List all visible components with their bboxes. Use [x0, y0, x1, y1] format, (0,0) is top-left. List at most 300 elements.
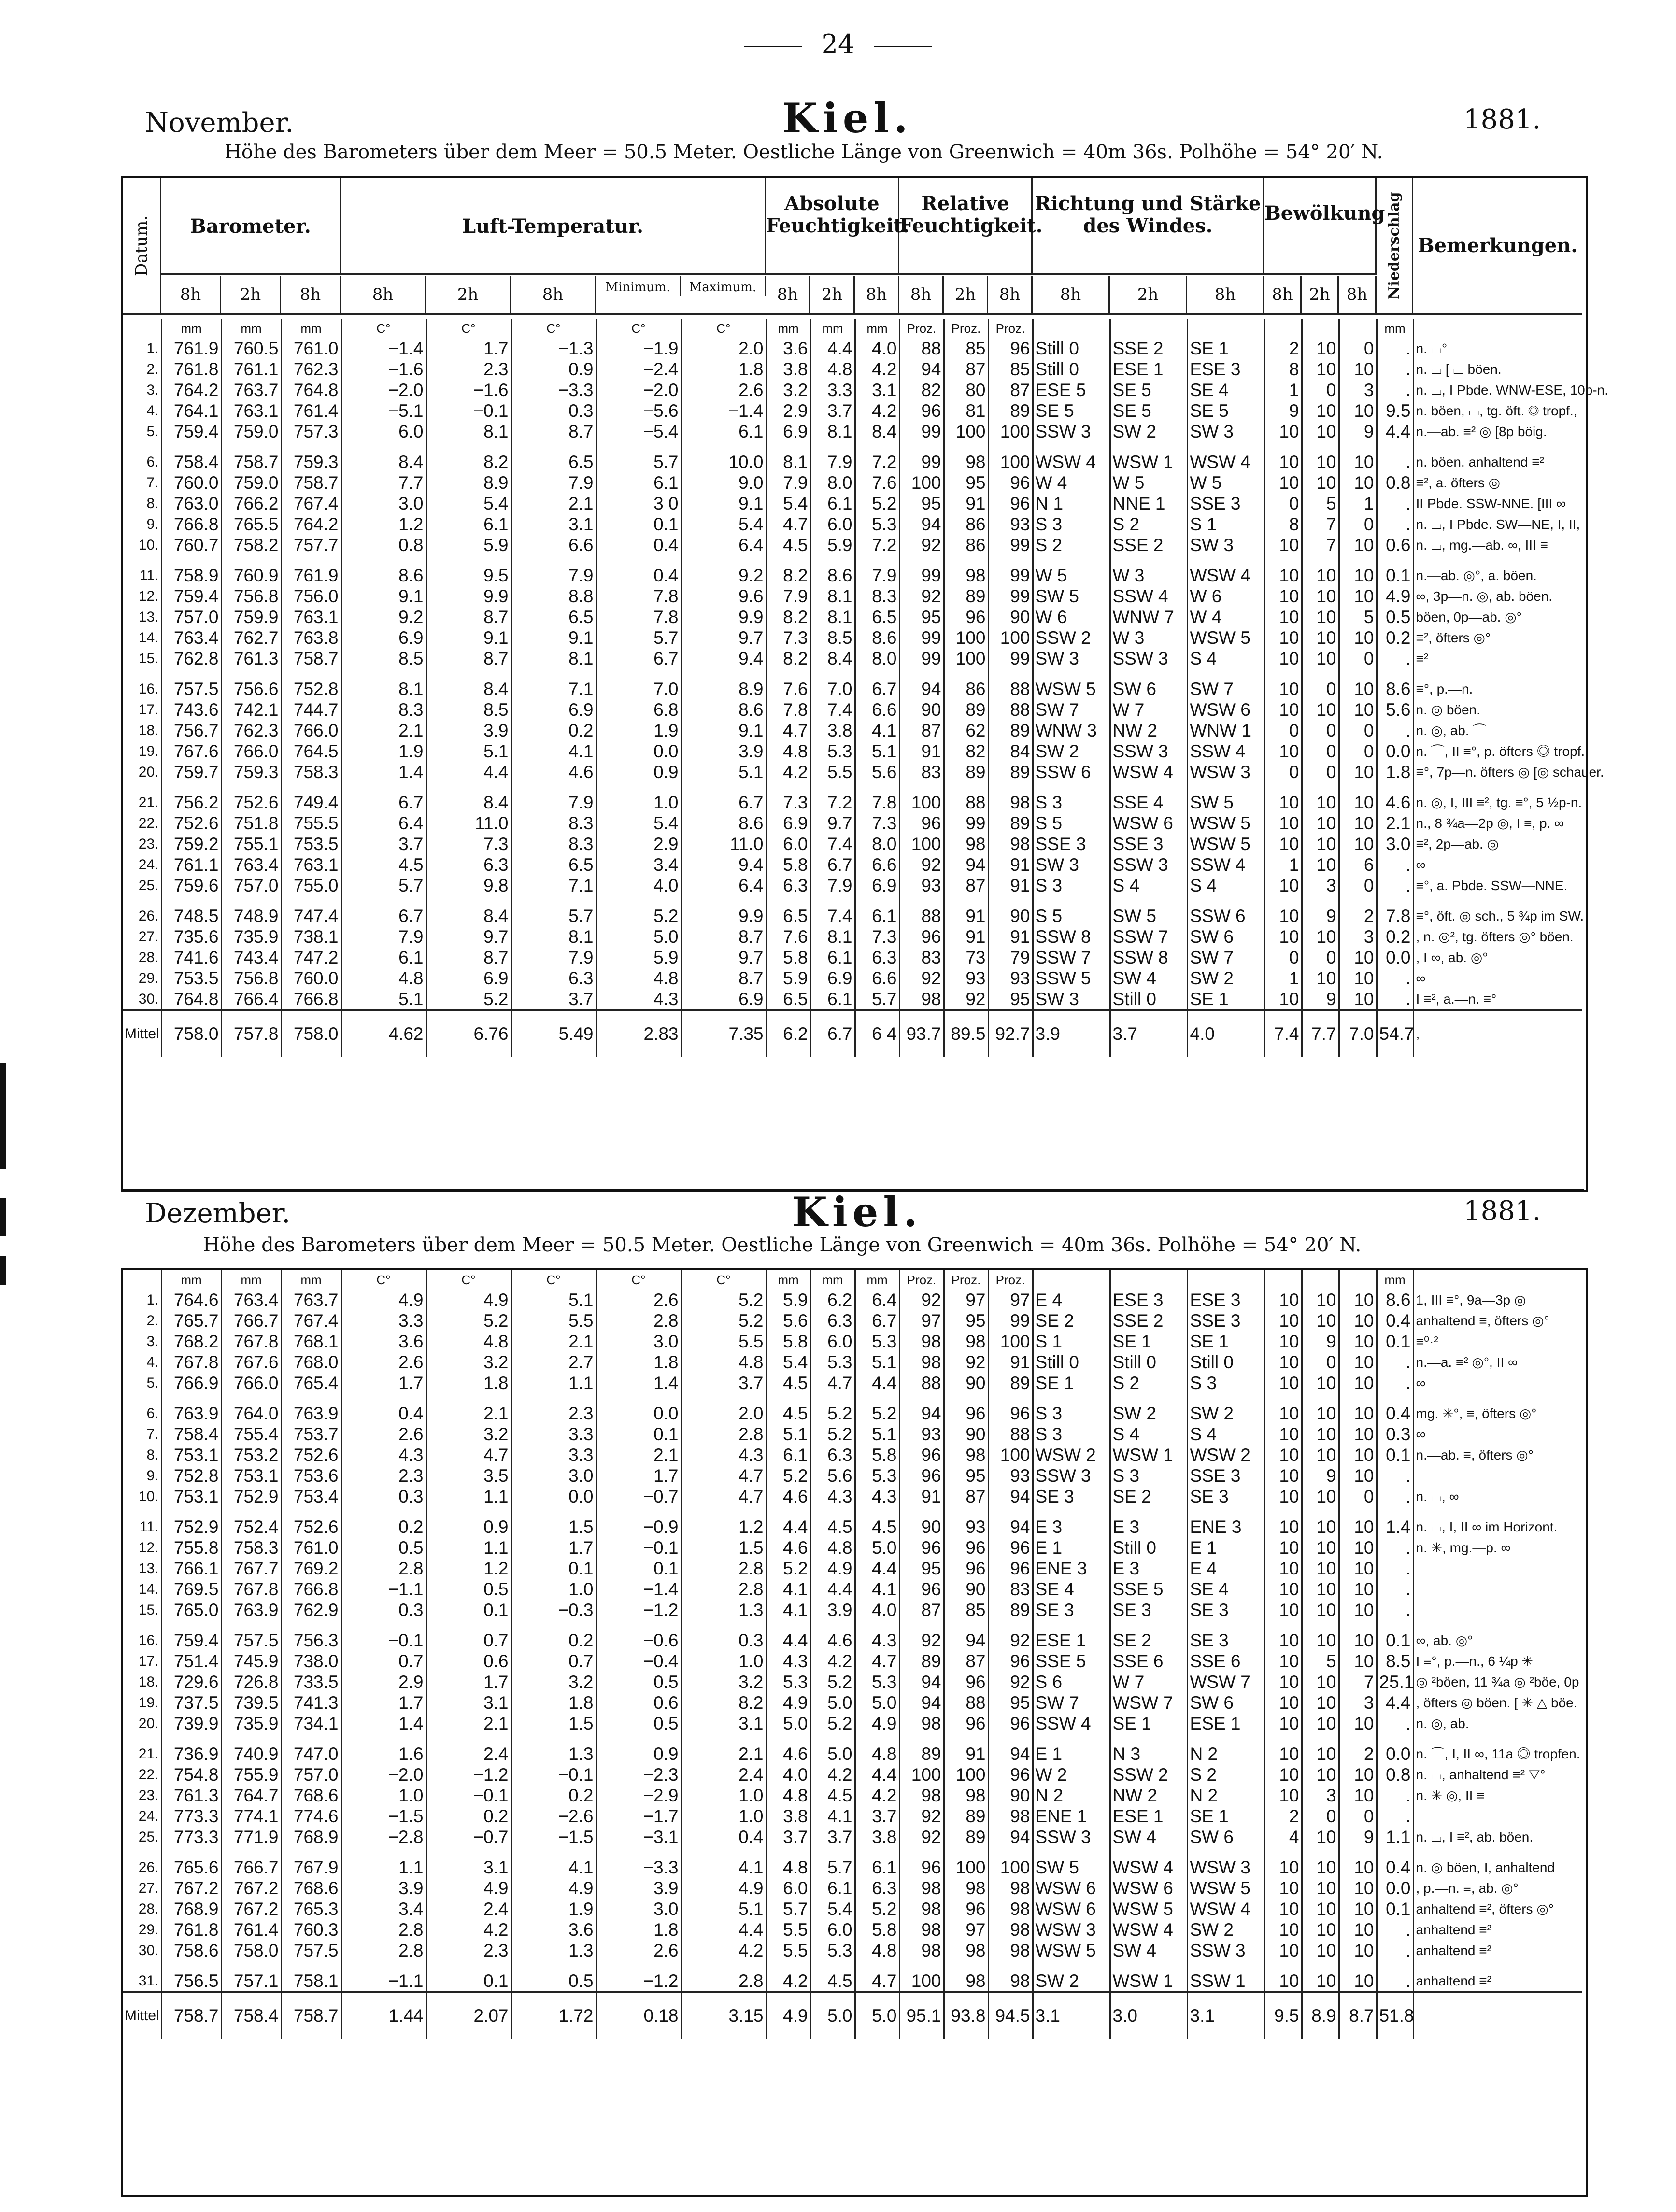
abs-hum-8h-cell: 3.8	[766, 359, 810, 380]
day-cell: 28.	[138, 1901, 159, 1917]
rel-hum-8h-evening-cell: 91	[988, 854, 1033, 875]
abs-hum-8h-evening-cell: 4.8	[855, 1940, 899, 1961]
abs-hum-8h-cell: 7.6	[766, 926, 810, 947]
wind-8h-evening-cell: Still 0	[1187, 1352, 1264, 1373]
precipitation-cell: .	[1377, 1373, 1413, 1393]
temp-8h-evening-cell: 2.3	[511, 1403, 596, 1424]
day-cell: 24.	[138, 1808, 159, 1824]
wind-2h-cell: SE 5	[1110, 400, 1187, 421]
rel-hum-8h-evening-mean-cell: 92.7	[988, 1010, 1033, 1058]
abs-hum-8h-evening-cell: 4.2	[855, 1785, 899, 1806]
wind-8h-evening-cell: WNW 1	[1187, 720, 1264, 741]
day-cell: 11.	[140, 567, 159, 583]
temp-min-cell: −1.4	[596, 1579, 681, 1600]
abs-hum-2h-cell: 9.7	[810, 813, 855, 834]
day-cell: 14.	[138, 630, 159, 646]
table-row	[123, 1579, 1582, 1600]
abs-hum-2h-cell: 5.2	[810, 1403, 855, 1424]
baro-2h-cell: 758.0	[221, 1940, 281, 1961]
abs-hum-8h-evening-cell: 4.4	[855, 1558, 899, 1579]
abs-hum-8h-evening-cell: 5.2	[855, 1899, 899, 1919]
temp-2h-cell: 3.9	[426, 720, 511, 741]
rel-hum-2h-cell: 95	[944, 1310, 988, 1331]
baro-8h-cell: 768.9	[161, 1899, 221, 1919]
cloud-8h-cell: 10	[1264, 792, 1302, 813]
baro-2h-cell: 748.9	[221, 906, 281, 926]
wind-2h-cell: SW 4	[1110, 1940, 1187, 1961]
temp-8h-cell: 2.3	[341, 1465, 426, 1486]
baro-8h-cell: 767.6	[161, 741, 221, 762]
temp-8h-evening-cell: 7.9	[511, 792, 596, 813]
cloud-8h-evening-cell: 10	[1339, 1558, 1377, 1579]
baro-2h-cell: 735.9	[221, 1713, 281, 1734]
mean-row	[123, 1992, 1582, 2040]
rel-hum-2h-cell: 98	[944, 452, 988, 472]
cloud-2h-cell: 10	[1302, 1310, 1339, 1331]
wind-8h-evening-cell: SE 3	[1187, 1630, 1264, 1651]
day-cell: 3.	[146, 382, 159, 398]
abs-hum-8h-cell: 6.0	[766, 834, 810, 854]
wind-8h-cell: S 5	[1033, 813, 1110, 834]
header-wind: Richtung und Stärke des Windes.	[1033, 178, 1264, 275]
temp-8h-evening-cell: 1.0	[511, 1579, 596, 1600]
wind-8h-evening-cell: SSW 1	[1187, 1971, 1264, 1992]
mean-row	[123, 1010, 1582, 1058]
cloud-8h-cell: 10	[1264, 1651, 1302, 1672]
baro-8h-cell: 767.8	[161, 1352, 221, 1373]
temp-max-cell: 6.9	[681, 989, 766, 1010]
rel-hum-8h-evening-mean-cell: 94.5	[988, 1992, 1033, 2040]
abs-hum-2h-cell: 8.1	[810, 607, 855, 627]
baro-2h-cell: 742.1	[221, 699, 281, 720]
abs-hum-8h-evening-cell: 6.1	[855, 1857, 899, 1878]
baro-8h-cell: 761.3	[161, 1785, 221, 1806]
cloud-8h-evening-cell: 10	[1339, 1445, 1377, 1465]
baro-8h-evening-cell: 762.9	[281, 1600, 341, 1620]
baro-2h-cell: 774.1	[221, 1806, 281, 1827]
scan-edge-mark	[0, 1256, 6, 1285]
wind-2h-cell: SSE 2	[1110, 338, 1187, 359]
day-cell: 6.	[146, 454, 159, 470]
units-cell	[1033, 319, 1110, 338]
wind-8h-evening-cell: SE 3	[1187, 1600, 1264, 1620]
wind-2h-cell: SSE 3	[1110, 834, 1187, 854]
abs-hum-2h-cell: 4.4	[810, 1579, 855, 1600]
table-row	[123, 359, 1582, 380]
wind-2h-cell: SSW 2	[1110, 1764, 1187, 1785]
row-gap	[123, 442, 1582, 452]
rel-hum-2h-cell: 81	[944, 400, 988, 421]
wind-8h-evening-cell: WSW 7	[1187, 1672, 1264, 1692]
cloud-2h-cell: 10	[1302, 1692, 1339, 1713]
wind-8h-evening-cell: SE 3	[1187, 1486, 1264, 1507]
temp-max-cell: 4.3	[681, 1445, 766, 1465]
temp-8h-evening-cell: 1.3	[511, 1744, 596, 1764]
day-cell: 16.	[138, 681, 159, 697]
cloud-8h-cell: 10	[1264, 1857, 1302, 1878]
wind-2h-cell: S 4	[1110, 1424, 1187, 1445]
cloud-8h-evening-cell: 10	[1339, 472, 1377, 493]
abs-hum-2h-cell: 3.9	[810, 1600, 855, 1620]
rel-hum-2h-cell: 91	[944, 1744, 988, 1764]
temp-min-cell: 2.8	[596, 1310, 681, 1331]
rel-hum-8h-cell: 83	[899, 947, 944, 968]
wind-8h-evening-cell: WSW 4	[1187, 565, 1264, 586]
rel-hum-8h-evening-cell: 98	[988, 1899, 1033, 1919]
rel-hum-8h-evening-cell: 98	[988, 1971, 1033, 1992]
wind-2h-cell: S 2	[1110, 514, 1187, 535]
baro-8h-cell: 757.0	[161, 607, 221, 627]
rel-hum-2h-cell: 100	[944, 627, 988, 648]
abs-hum-8h-cell: 3.6	[766, 338, 810, 359]
temp-min-cell: −1.9	[596, 338, 681, 359]
units-row	[123, 1270, 1582, 1290]
precipitation-cell: 0.4	[1377, 1857, 1413, 1878]
wind-8h-evening-cell: SW 2	[1187, 1403, 1264, 1424]
wind-8h-evening-cell: WSW 5	[1187, 834, 1264, 854]
wind-8h-evening-cell: SW 2	[1187, 968, 1264, 989]
baro-8h-cell: 751.4	[161, 1651, 221, 1672]
remarks-cell: n. ✳ ◎, II ≡	[1413, 1785, 1582, 1806]
baro-8h-cell: 763.0	[161, 493, 221, 514]
units-cell	[1302, 1270, 1339, 1290]
rel-hum-8h-cell: 96	[899, 1537, 944, 1558]
cloud-8h-cell: 10	[1264, 627, 1302, 648]
abs-hum-2h-cell: 5.3	[810, 1352, 855, 1373]
temp-8h-cell: 1.1	[341, 1857, 426, 1878]
wind-8h-evening-cell: SE 1	[1187, 1331, 1264, 1352]
rel-hum-8h-evening-cell: 96	[988, 1713, 1033, 1734]
temp-2h-cell: 2.4	[426, 1899, 511, 1919]
cloud-8h-cell: 10	[1264, 699, 1302, 720]
rel-hum-2h-cell: 100	[944, 648, 988, 669]
cloud-8h-evening-cell: 10	[1339, 1331, 1377, 1352]
cloud-2h-cell: 0	[1302, 1806, 1339, 1827]
abs-hum-2h-cell: 5.5	[810, 762, 855, 782]
temp-8h-evening-cell: 1.3	[511, 1940, 596, 1961]
baro-8h-evening-cell: 765.4	[281, 1373, 341, 1393]
table-row	[123, 1971, 1582, 1992]
temp-8h-evening-mean-cell: 5.49	[511, 1010, 596, 1058]
baro-8h-evening-cell: 734.1	[281, 1713, 341, 1734]
temp-8h-cell: 6.7	[341, 792, 426, 813]
temp-max-cell: 2.0	[681, 338, 766, 359]
cloud-8h-cell: 10	[1264, 1424, 1302, 1445]
precipitation-cell: 0.2	[1377, 926, 1413, 947]
day-cell: 19.	[138, 1695, 159, 1711]
baro-8h-cell: 761.8	[161, 359, 221, 380]
cloud-2h-mean-cell: 7.7	[1302, 1010, 1339, 1058]
baro-2h-cell: 751.8	[221, 813, 281, 834]
remarks-cell: ∞, 3p—n. ◎, ab. böen.	[1413, 586, 1582, 607]
wind-8h-cell: SSW 3	[1033, 421, 1110, 442]
rel-hum-2h-cell: 97	[944, 1919, 988, 1940]
abs-hum-8h-cell: 7.3	[766, 792, 810, 813]
scan-edge-mark	[0, 1063, 6, 1169]
wind-8h-evening-cell: SSE 6	[1187, 1651, 1264, 1672]
table-row	[123, 648, 1582, 669]
wind-8h-cell: SW 2	[1033, 741, 1110, 762]
rel-hum-2h-cell: 98	[944, 1940, 988, 1961]
abs-hum-8h-evening-cell: 5.2	[855, 1403, 899, 1424]
cloud-8h-mean-cell: 9.5	[1264, 1992, 1302, 2040]
rel-hum-8h-cell: 99	[899, 648, 944, 669]
cloud-8h-evening-cell: 7	[1339, 1672, 1377, 1692]
table-row	[123, 1403, 1582, 1424]
remarks-cell: n. ✳, mg.—p. ∞	[1413, 1537, 1582, 1558]
remarks-cell: n. ◎ böen.	[1413, 699, 1582, 720]
baro-2h-cell: 763.7	[221, 380, 281, 400]
cloud-2h-cell: 10	[1302, 1919, 1339, 1940]
table-row	[123, 1600, 1582, 1620]
temp-8h-cell: −1.5	[341, 1806, 426, 1827]
units-cell: C°	[596, 319, 681, 338]
units-cell: mm	[221, 1270, 281, 1290]
baro-8h-evening-cell: 761.0	[281, 1537, 341, 1558]
cloud-2h-cell: 0	[1302, 720, 1339, 741]
cloud-2h-cell: 10	[1302, 1445, 1339, 1465]
cloud-2h-cell: 10	[1302, 854, 1339, 875]
remarks-cell	[1413, 1579, 1582, 1600]
subheader-8h: 8h	[341, 276, 426, 313]
temp-8h-cell: 8.3	[341, 699, 426, 720]
temp-8h-evening-cell: 6.5	[511, 452, 596, 472]
cloud-2h-mean-cell: 8.9	[1302, 1992, 1339, 2040]
temp-8h-cell: 3.0	[341, 493, 426, 514]
temp-max-cell: 6.7	[681, 792, 766, 813]
wind-8h-cell: SW 5	[1033, 1857, 1110, 1878]
day-cell: 18.	[138, 723, 159, 738]
temp-min-mean-cell: 0.18	[596, 1992, 681, 2040]
baro-8h-evening-cell: 747.2	[281, 947, 341, 968]
abs-hum-2h-cell: 6.3	[810, 1310, 855, 1331]
cloud-2h-cell: 7	[1302, 535, 1339, 555]
temp-max-cell: 9.4	[681, 854, 766, 875]
rel-hum-2h-mean-cell: 89.5	[944, 1010, 988, 1058]
abs-hum-2h-cell: 7.9	[810, 452, 855, 472]
rel-hum-8h-cell: 100	[899, 834, 944, 854]
cloud-8h-evening-cell: 0	[1339, 1806, 1377, 1827]
baro-2h-cell: 757.1	[221, 1971, 281, 1992]
baro-8h-evening-cell: 749.4	[281, 792, 341, 813]
cloud-8h-evening-cell: 10	[1339, 1465, 1377, 1486]
temp-max-cell: 9.1	[681, 493, 766, 514]
table-row	[123, 720, 1582, 741]
rel-hum-8h-evening-cell: 88	[988, 699, 1033, 720]
wind-8h-cell: WSW 4	[1033, 452, 1110, 472]
wind-2h-cell: N 3	[1110, 1744, 1187, 1764]
wind-2h-cell: W 7	[1110, 699, 1187, 720]
temp-min-cell: 0.4	[596, 535, 681, 555]
wind-8h-evening-cell: SSW 6	[1187, 906, 1264, 926]
temp-max-cell: 11.0	[681, 834, 766, 854]
rel-hum-8h-cell: 94	[899, 679, 944, 699]
rel-hum-2h-mean-cell: 93.8	[944, 1992, 988, 2040]
cloud-8h-evening-cell: 10	[1339, 968, 1377, 989]
subheader-8h: 8h	[1033, 276, 1110, 313]
rel-hum-8h-evening-cell: 92	[988, 1672, 1033, 1692]
rel-hum-2h-cell: 85	[944, 338, 988, 359]
day-cell: 20.	[138, 1716, 159, 1731]
remarks-cell: anhaltend ≡²	[1413, 1919, 1582, 1940]
temp-max-cell: 9.6	[681, 586, 766, 607]
day-cell: 1.	[146, 1292, 159, 1308]
abs-hum-8h-evening-cell: 8.0	[855, 648, 899, 669]
precipitation-cell: .	[1377, 1919, 1413, 1940]
cloud-8h-cell: 10	[1264, 741, 1302, 762]
abs-hum-8h-evening-cell: 5.3	[855, 1465, 899, 1486]
wind-2h-cell: E 3	[1110, 1517, 1187, 1537]
remarks-cell	[1413, 1465, 1582, 1486]
temp-8h-evening-cell: 1.5	[511, 1713, 596, 1734]
baro-2h-cell: 761.4	[221, 1919, 281, 1940]
cloud-2h-cell: 10	[1302, 926, 1339, 947]
wind-8h-evening-cell: WSW 5	[1187, 813, 1264, 834]
wind-8h-evening-cell: ESE 1	[1187, 1713, 1264, 1734]
remarks-cell: n. ⌴, I ≡², ab. böen.	[1413, 1827, 1582, 1847]
abs-hum-8h-cell: 5.6	[766, 1310, 810, 1331]
table-row	[123, 792, 1582, 813]
baro-8h-evening-cell: 768.0	[281, 1352, 341, 1373]
temp-2h-cell: 0.6	[426, 1651, 511, 1672]
units-cell: mm	[855, 319, 899, 338]
cloud-2h-cell: 10	[1302, 1878, 1339, 1899]
temp-min-cell: 0.6	[596, 1692, 681, 1713]
rel-hum-8h-evening-cell: 98	[988, 1878, 1033, 1899]
day-mean-cell: Mittel	[123, 1010, 161, 1058]
wind-8h-cell: SSW 5	[1033, 968, 1110, 989]
wind-2h-cell: Still 0	[1110, 1352, 1187, 1373]
baro-8h-evening-cell: 741.3	[281, 1692, 341, 1713]
december-data-table	[123, 1270, 1582, 2039]
cloud-8h-evening-cell: 10	[1339, 1971, 1377, 1992]
baro-8h-evening-cell: 752.6	[281, 1517, 341, 1537]
cloud-2h-cell: 10	[1302, 359, 1339, 380]
abs-hum-2h-cell: 4.9	[810, 1558, 855, 1579]
row-gap	[123, 782, 1582, 792]
wind-8h-cell: SE 1	[1033, 1373, 1110, 1393]
remarks-cell: ∞	[1413, 1424, 1582, 1445]
cloud-8h-evening-cell: 10	[1339, 1579, 1377, 1600]
rel-hum-8h-evening-cell: 96	[988, 1764, 1033, 1785]
wind-2h-cell: W 3	[1110, 627, 1187, 648]
baro-8h-evening-cell: 764.5	[281, 741, 341, 762]
abs-hum-8h-cell: 6.5	[766, 906, 810, 926]
wind-8h-cell: Still 0	[1033, 1352, 1110, 1373]
abs-hum-2h-cell: 8.1	[810, 926, 855, 947]
baro-2h-cell: 766.7	[221, 1310, 281, 1331]
cloud-8h-cell: 10	[1264, 813, 1302, 834]
wind-8h-evening-cell: N 2	[1187, 1785, 1264, 1806]
baro-8h-cell: 768.2	[161, 1331, 221, 1352]
cloud-8h-cell: 10	[1264, 1672, 1302, 1692]
table-row	[123, 1744, 1582, 1764]
day-cell: 31.	[138, 1973, 159, 1989]
wind-2h-cell: SE 1	[1110, 1331, 1187, 1352]
day-cell: 17.	[138, 1653, 159, 1669]
temp-8h-evening-cell: 7.9	[511, 947, 596, 968]
remarks-cell: ≡⁰·²	[1413, 1331, 1582, 1352]
rel-hum-8h-evening-cell: 99	[988, 535, 1033, 555]
temp-min-cell: 3 0	[596, 493, 681, 514]
temp-8h-cell: −0.1	[341, 1630, 426, 1651]
abs-hum-8h-evening-cell: 6.6	[855, 968, 899, 989]
temp-8h-cell: 4.8	[341, 968, 426, 989]
temp-8h-evening-cell: 3.3	[511, 1424, 596, 1445]
precipitation-cell: .	[1377, 854, 1413, 875]
rel-hum-8h-evening-cell: 91	[988, 926, 1033, 947]
cloud-8h-cell: 10	[1264, 1630, 1302, 1651]
wind-2h-cell: WNW 7	[1110, 607, 1187, 627]
rel-hum-8h-evening-cell: 87	[988, 380, 1033, 400]
rel-hum-8h-evening-cell: 96	[988, 1651, 1033, 1672]
baro-8h-evening-cell: 766.8	[281, 989, 341, 1010]
temp-2h-cell: 4.7	[426, 1445, 511, 1465]
rel-hum-8h-cell: 100	[899, 1971, 944, 1992]
cloud-2h-cell: 10	[1302, 400, 1339, 421]
temp-8h-cell: 2.6	[341, 1424, 426, 1445]
abs-hum-8h-evening-cell: 5.1	[855, 1352, 899, 1373]
wind-8h-cell: SW 3	[1033, 854, 1110, 875]
temp-min-cell: −0.4	[596, 1651, 681, 1672]
wind-8h-cell: W 6	[1033, 607, 1110, 627]
temp-8h-cell: −1.6	[341, 359, 426, 380]
baro-8h-evening-cell: 767.4	[281, 493, 341, 514]
wind-2h-cell: WSW 6	[1110, 813, 1187, 834]
temp-max-cell: 0.3	[681, 1630, 766, 1651]
cloud-8h-cell: 2	[1264, 338, 1302, 359]
precipitation-cell: .	[1377, 720, 1413, 741]
year-title: 1881.	[1463, 104, 1541, 135]
temp-2h-mean-cell: 2.07	[426, 1992, 511, 2040]
baro-8h-evening-cell: 769.2	[281, 1558, 341, 1579]
abs-hum-8h-evening-cell: 4.8	[855, 1744, 899, 1764]
precipitation-cell: 1.1	[1377, 1827, 1413, 1847]
temp-8h-cell: 9.1	[341, 586, 426, 607]
temp-8h-evening-cell: 8.7	[511, 421, 596, 442]
cloud-8h-cell: 2	[1264, 1806, 1302, 1827]
rel-hum-8h-cell: 95	[899, 1558, 944, 1579]
abs-hum-2h-cell: 4.8	[810, 359, 855, 380]
temp-max-cell: 5.2	[681, 1310, 766, 1331]
rel-hum-8h-evening-cell: 100	[988, 1445, 1033, 1465]
temp-min-cell: 0.5	[596, 1672, 681, 1692]
table-row	[123, 854, 1582, 875]
temp-max-cell: 5.1	[681, 762, 766, 782]
precipitation-cell: 4.6	[1377, 792, 1413, 813]
day-cell: 11.	[140, 1519, 159, 1535]
wind-8h-evening-cell: SE 4	[1187, 1579, 1264, 1600]
baro-2h-cell: 743.4	[221, 947, 281, 968]
abs-hum-8h-cell: 5.9	[766, 968, 810, 989]
abs-hum-2h-cell: 3.3	[810, 380, 855, 400]
rel-hum-2h-cell: 91	[944, 926, 988, 947]
cloud-8h-cell: 1	[1264, 854, 1302, 875]
temp-max-cell: 9.9	[681, 906, 766, 926]
rel-hum-8h-evening-cell: 85	[988, 359, 1033, 380]
table-row	[123, 699, 1582, 720]
rel-hum-8h-cell: 99	[899, 421, 944, 442]
rel-hum-8h-cell: 98	[899, 1331, 944, 1352]
baro-8h-cell: 729.6	[161, 1672, 221, 1692]
temp-min-cell: 6.1	[596, 472, 681, 493]
temp-8h-cell: −2.0	[341, 380, 426, 400]
table-row	[123, 1558, 1582, 1579]
wind-2h-cell: SSE 5	[1110, 1579, 1187, 1600]
wind-8h-evening-cell: WSW 2	[1187, 1445, 1264, 1465]
baro-8h-cell: 759.4	[161, 421, 221, 442]
abs-hum-2h-cell: 3.7	[810, 1827, 855, 1847]
